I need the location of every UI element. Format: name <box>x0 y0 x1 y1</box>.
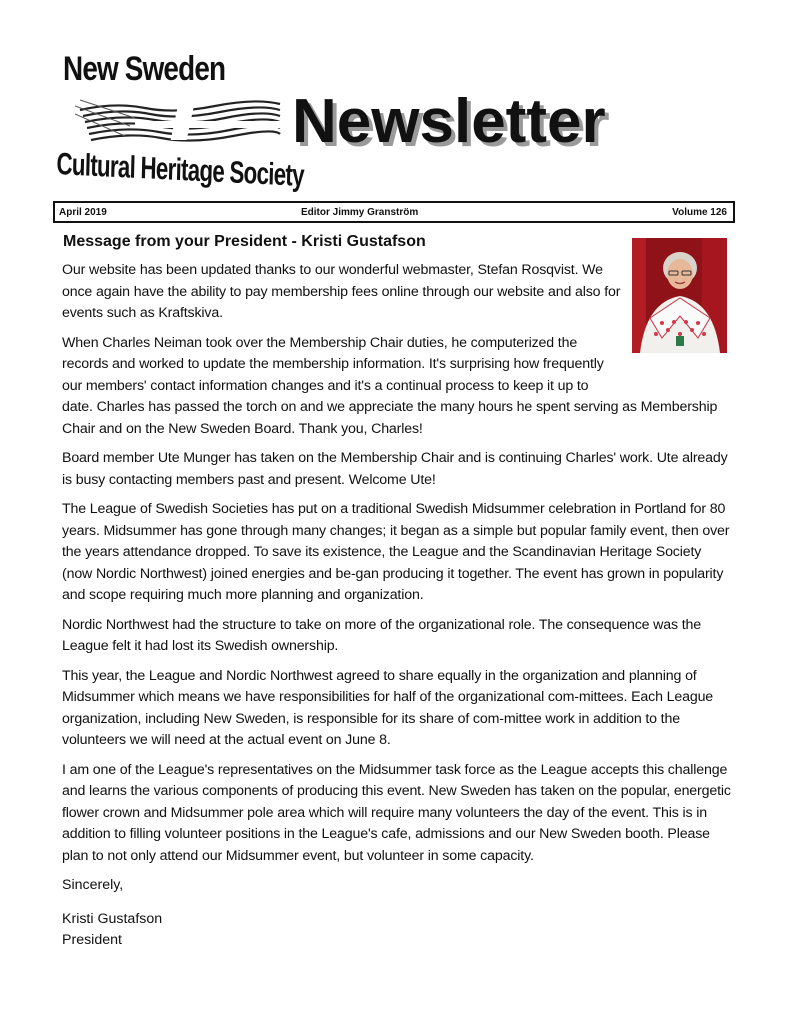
paragraph: Our website has been updated thanks to our wonderful webmaster, Stefan Rosqvist. We once again have the ability to pay membership fees online through our website and also for events such as Kraftskiva. <box>62 262 621 321</box>
paragraph: Board member Ute Munger has taken on the Membership Chair and is continuing Charles' work. Ute already is busy contacting members past and present. Welcome Ute! <box>62 450 728 488</box>
signoff: Sincerely, <box>62 877 124 893</box>
signer-name: Kristi Gustafson <box>62 910 163 927</box>
paragraph <box>62 333 732 441</box>
volume-number: Volume 126 <box>672 207 727 218</box>
logo-line-2: Cultural Heritage Society <box>56 146 305 193</box>
article-headline: Message from your President - Kristi Gustafson <box>63 233 426 250</box>
society-logo <box>55 50 305 195</box>
editor-credit: Editor Jimmy Granström <box>301 207 419 218</box>
issue-info-bar <box>53 201 735 223</box>
paragraph: Nordic Northwest had the structure to take on more of the organizational role. The consequence was the League felt it had lost its Swedish ownership. <box>62 616 702 654</box>
newsletter-title: Newsletter <box>292 87 606 156</box>
masthead <box>0 0 791 200</box>
article-body <box>62 260 732 961</box>
swedish-flag-icon <box>75 96 285 148</box>
issue-date: April 2019 <box>59 207 107 218</box>
paragraph-text: When Charles Neiman took over the Membership Chair duties, he computerized the records and worked to update the membership information. It's surprising how frequently our members' contact information changes and it's a continual process to keep it up to date. Charles has passed the torch on and we appreciate the many hours he spent serving as Membership Chair and on the New Sweden Board. Thank you, Charles! <box>62 334 718 437</box>
signer-title: President <box>62 932 122 948</box>
logo-line-1: New Sweden <box>63 50 226 88</box>
paragraph: This year, the League and Nordic Northwest agreed to share equally in the organization and planning of Midsummer which means we have responsibilities for half of the organizational com-mittees. Each League organization, including New Sweden, is responsible for its share of com-mittee work in addition to the volunteers we will need at the actual event on June 8. <box>62 667 714 748</box>
signature-block <box>62 875 732 952</box>
paragraph: I am one of the League's representatives on the Midsummer task force as the League accepts this challenge and learns the various components of producing this event. New Sweden has taken on the popular, energetic flower crown and Midsummer pole area which will require many volunteers the day of the event. This is in addition to filling volunteer positions in the League's cafe, admissions and our New Sweden booth. Please plan to not only attend our Midsummer event, but volunteer in some capacity. <box>62 761 731 864</box>
paragraph: The League of Swedish Societies has put on a traditional Swedish Midsummer celebration in Portland for 80 years. Midsummer has gone through many changes; it began as a simple but popular family event, then over the years attendance dropped. To save its existence, the League and the Scandinavian Heritage Society (now Nordic Northwest) joined energies and be-gan producing it together. The event has grown in popularity and scope requiring much more planning and organization. <box>62 501 730 603</box>
